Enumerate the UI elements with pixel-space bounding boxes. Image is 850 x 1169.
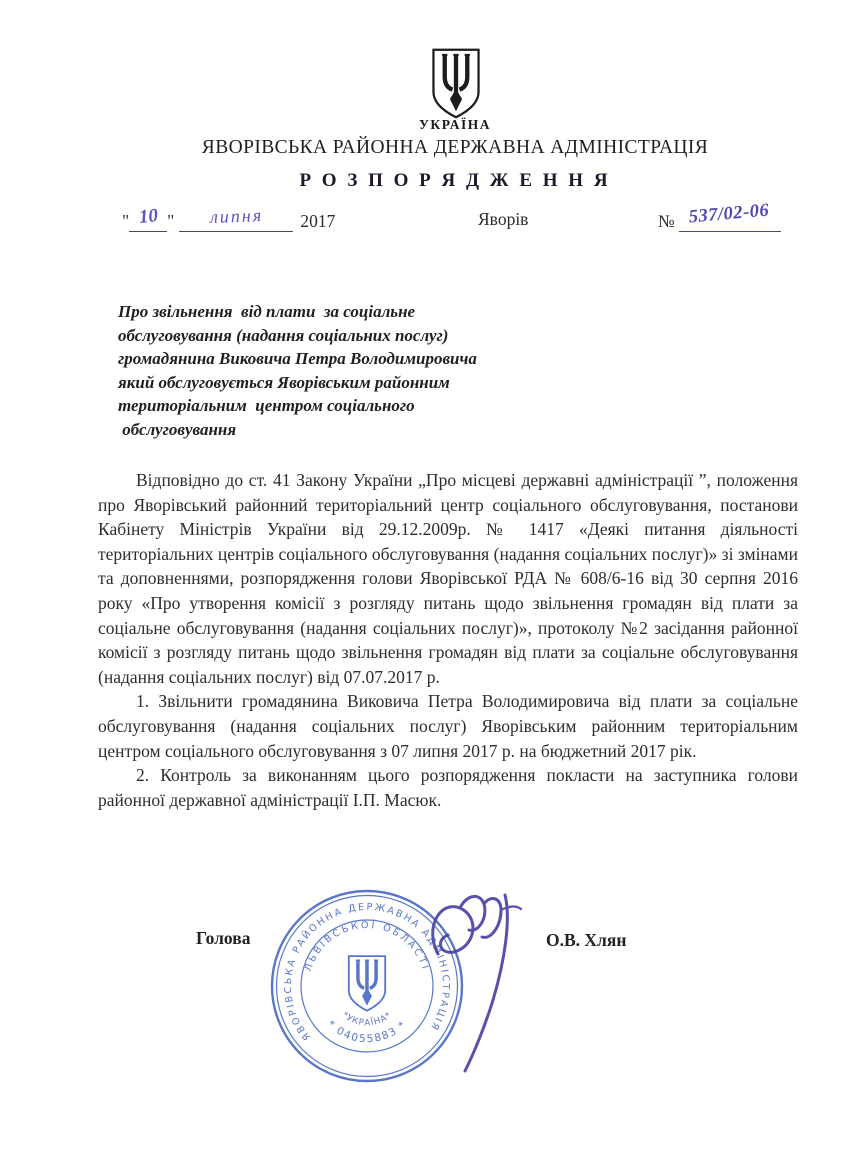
day-underline: [129, 206, 167, 232]
document-type-title: Р О З П О Р Я Д Ж Е Н Н Я: [299, 170, 611, 191]
preamble-paragraph: Відповідно до ст. 41 Закону України „Про місцеві державні адміністрації ”, положення про Яворівський районний територіальний центр соціального обслуговування, постанови Кабінету Міністрів України від 29.12.2009р. № 1417 «Деякі питання діяльності територіальних центрів соціального обслуговування (надання соціальних послуг)» зі змінами та доповненнями, розпорядження голови Яворівської РДА № 608/6-16 від 30 серпня 2016 року «Про утворення комісії з розгляду питань щодо звільнення громадян від плати за соціальне обслуговування (надання соціальних послуг)», протоколу №2 засідання районної комісії з розгляду питань щодо звільнення громадян від плати за соціальне обслуговування (надання соціальних послуг) від 07.07.2017 р.: [98, 470, 798, 687]
handwritten-signature: [408, 888, 558, 1083]
handwritten-month: липня: [209, 205, 264, 227]
signer-name: О.В. Хлян: [546, 930, 627, 950]
stamp-ring-text: ЯВОРІВСЬКА РАЙОННА ДЕРЖАВНА АДМІНІСТРАЦІЯ: [282, 901, 452, 1043]
number-sign: №: [658, 211, 675, 231]
handwritten-day: 10: [137, 205, 159, 228]
subject-line: обслуговування: [118, 419, 237, 439]
organization-name: ЯВОРІВСЬКА РАЙОННА ДЕРЖАВНА АДМІНІСТРАЦІЯ: [201, 137, 709, 158]
stamp-country-text: *УКРАЇНА*: [339, 1010, 395, 1029]
number-underline: [679, 200, 781, 232]
country-name: УКРАЇНА: [419, 117, 491, 132]
quote-open: ": [122, 211, 130, 231]
subject-line: громадянина Виковича Петра Володимировича: [118, 349, 477, 368]
stamp-region-text: ЛЬВІВСЬКОЇ ОБЛАСТІ: [302, 919, 431, 973]
svg-text:*УКРАЇНА*: [340, 1010, 394, 1028]
stamp-trident-icon: [349, 956, 385, 1011]
subject-line: який обслуговується Яворівським районним: [118, 372, 450, 392]
dateline-row: [0, 200, 850, 240]
handwritten-number: 537/02-06: [688, 200, 771, 228]
city-label: Яворів: [478, 209, 529, 229]
quote-close: ": [167, 211, 175, 231]
subject-line: обслуговування (надання соціальних послуг): [118, 325, 449, 345]
ukraine-coat-of-arms-icon: [430, 47, 482, 120]
month-underline: [179, 206, 293, 232]
body-text: [98, 468, 798, 812]
item-2-paragraph: 2. Контроль за виконанням цього розпорядження покласти на заступника голови районної державної адміністрації І.П. Масюк.: [98, 765, 798, 810]
year-label: 2017: [300, 211, 336, 231]
item-1-paragraph: 1. Звільнити громадянина Виковича Петра Володимировича від плати за соціальне обслуговування (надання соціальних послуг) Яворівським районним територіальним центром соціального обслуговування з 07 липня 2017 р. на бюджетний 2017 рік.: [98, 691, 798, 761]
document-number-field: [658, 200, 781, 232]
subject-line: Про звільнення від плати за соціальне: [118, 302, 416, 321]
signer-role: Голова: [196, 928, 251, 948]
subject-block: [118, 300, 477, 441]
subject-line: територіальним центром соціального: [118, 396, 415, 415]
stamp-code-text: * 04055883 *: [324, 1018, 410, 1046]
date-field: [122, 206, 335, 232]
